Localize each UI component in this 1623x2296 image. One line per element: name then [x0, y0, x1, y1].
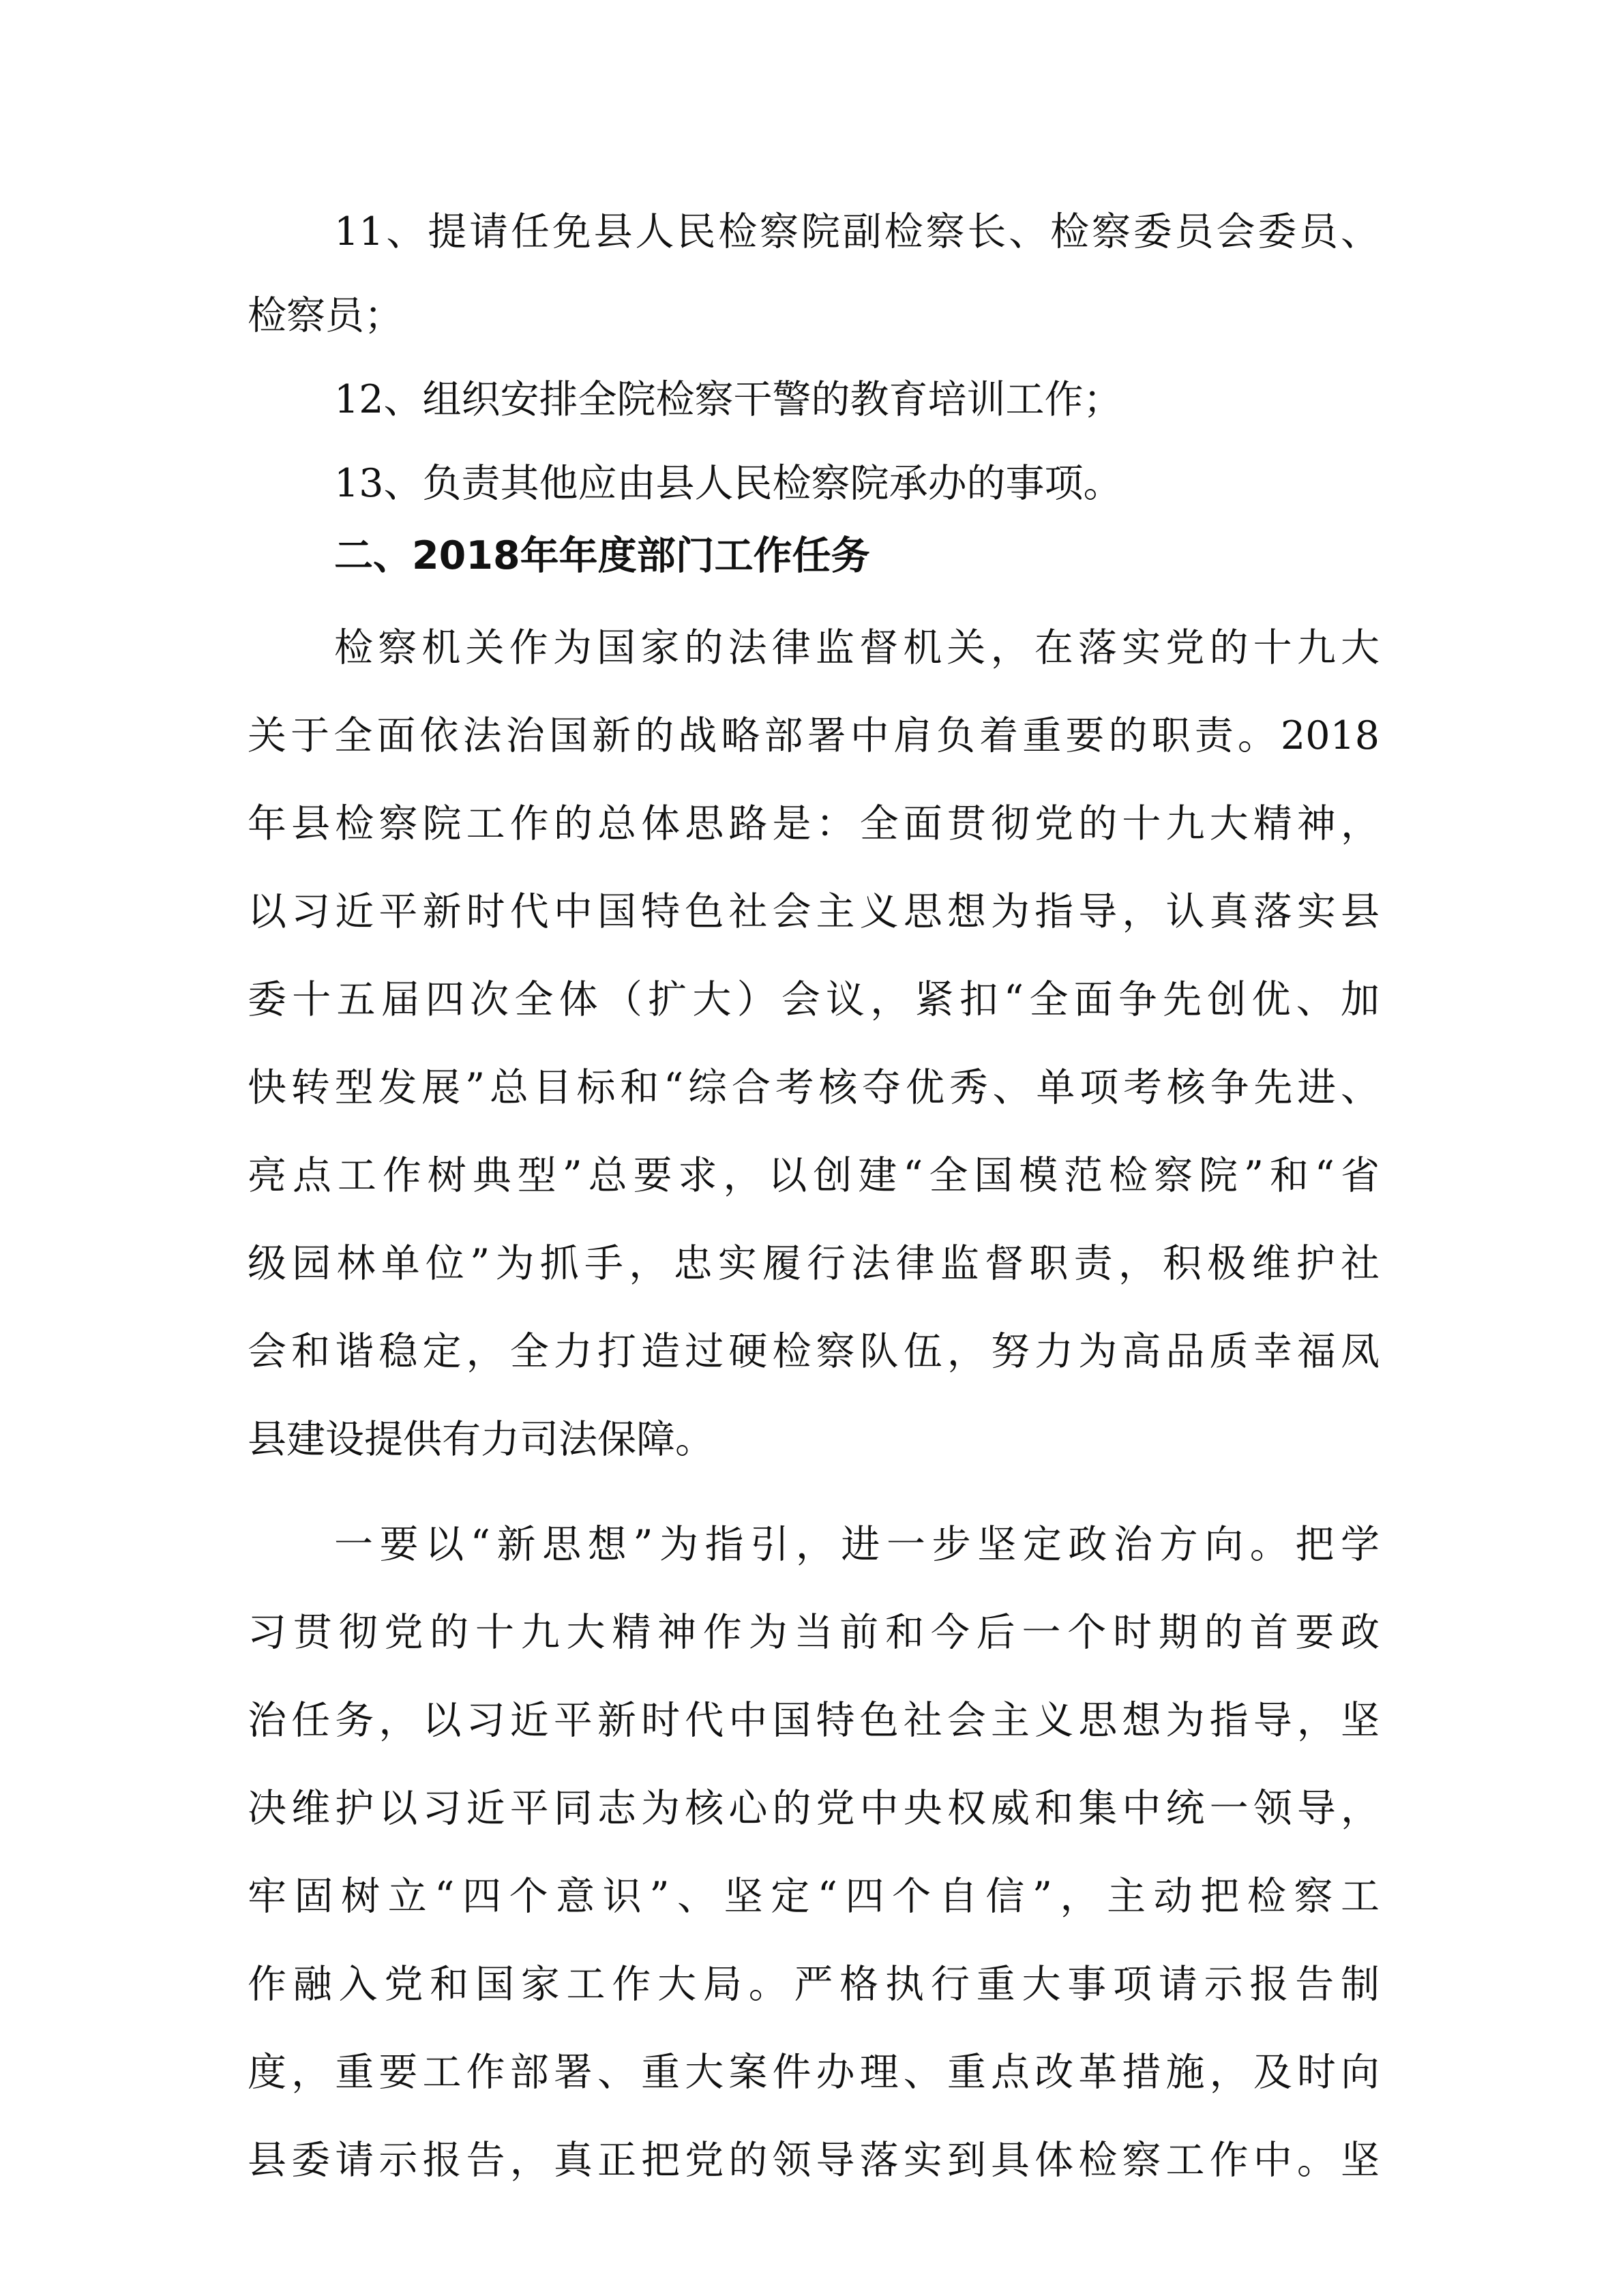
- paragraph-1-line: 委十五届四次全体（扩大）会议，紧扣“全面争先创优、加: [248, 977, 1380, 1022]
- paragraph-2-line: 治任务，以习近平新时代中国特色社会主义思想为指导，坚: [248, 1698, 1380, 1743]
- list-item-11-line-2: 检察员；: [248, 293, 403, 338]
- paragraph-1-line: 检察机关作为国家的法律监督机关，在落实党的十九大: [334, 625, 1380, 670]
- paragraph-1-line: 县建设提供有力司法保障。: [248, 1417, 714, 1462]
- list-item-11-line-1: 11、提请任免县人民检察院副检察长、检察委员会委员、: [334, 209, 1380, 254]
- paragraph-1-line: 亮点工作树典型”总要求，以创建“全国模范检察院”和“省: [248, 1153, 1380, 1198]
- paragraph-1-line: 级园林单位”为抓手，忠实履行法律监督职责，积极维护社: [248, 1241, 1380, 1286]
- list-item-12: 12、组织安排全院检察干警的教育培训工作；: [334, 377, 1122, 422]
- paragraph-2-line: 决维护以习近平同志为核心的党中央权威和集中统一领导，: [248, 1786, 1380, 1831]
- list-item-13: 13、负责其他应由县人民检察院承办的事项。: [334, 461, 1122, 506]
- paragraph-2-line: 作融入党和国家工作大局。严格执行重大事项请示报告制: [248, 1962, 1380, 2007]
- paragraph-1-line: 会和谐稳定，全力打造过硬检察队伍，努力为高品质幸福凤: [248, 1329, 1380, 1374]
- section-heading: 二、2018年年度部门工作任务: [334, 533, 870, 578]
- paragraph-2-line: 度，重要工作部署、重大案件办理、重点改革措施，及时向: [248, 2050, 1380, 2095]
- paragraph-1-line: 年县检察院工作的总体思路是：全面贯彻党的十九大精神，: [248, 801, 1380, 846]
- paragraph-2-line: 习贯彻党的十九大精神作为当前和今后一个时期的首要政: [248, 1610, 1380, 1655]
- paragraph-2-line: 县委请示报告，真正把党的领导落实到具体检察工作中。坚: [248, 2138, 1380, 2183]
- paragraph-1-line: 以习近平新时代中国特色社会主义思想为指导，认真落实县: [248, 889, 1380, 934]
- paragraph-2-line: 一要以“新思想”为指引，进一步坚定政治方向。把学: [334, 1522, 1380, 1567]
- paragraph-1-line: 关于全面依法治国新的战略部署中肩负着重要的职责。2018: [248, 713, 1380, 758]
- paragraph-2-line: 牢固树立“四个意识”、坚定“四个自信”，主动把检察工: [248, 1874, 1380, 1919]
- paragraph-1-line: 快转型发展”总目标和“综合考核夺优秀、单项考核争先进、: [248, 1065, 1380, 1110]
